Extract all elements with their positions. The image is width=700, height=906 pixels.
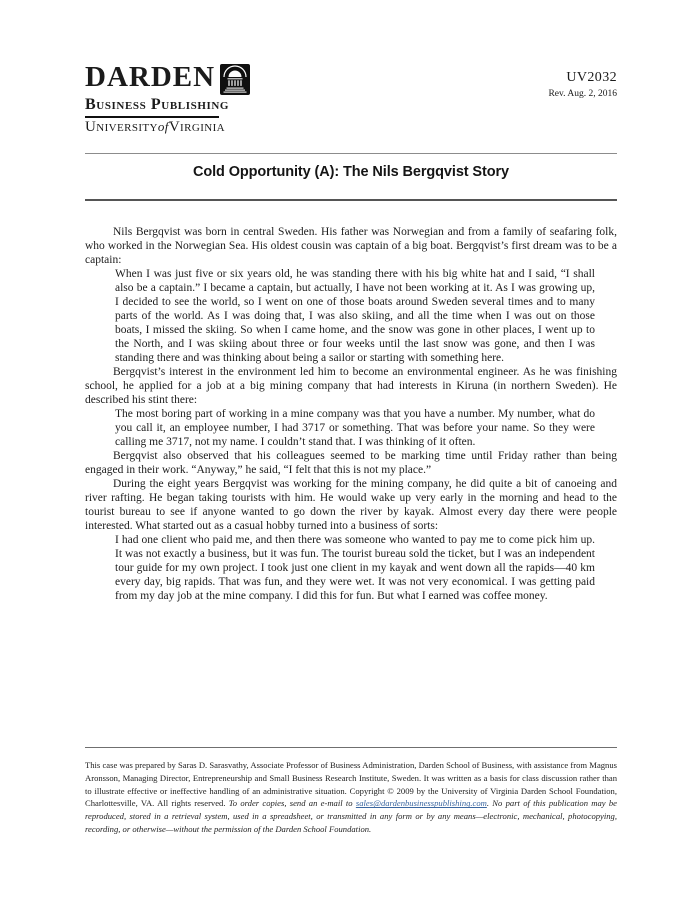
page-footer	[85, 759, 617, 836]
logo-university-word: University	[85, 119, 158, 135]
footer-order-note: To order copies, send an e-mail to	[228, 798, 356, 809]
title-divider-top	[85, 153, 617, 154]
page-header	[85, 61, 617, 135]
title-divider-bottom	[85, 199, 617, 201]
case-paragraph: During the eight years Bergqvist was working for the mining company, he did quite a bit of canoeing and river rafting. He began taking tourists with him. He would wake up very early in the morning and head to the tourist bureau to see if anyone wanted to go down the river by kayak. Almost every day there were people interested. What started out as a casual hobby turned into a business of sorts:	[85, 478, 617, 532]
logo-darden-text: DARDEN	[85, 61, 216, 93]
email-link[interactable]: sales@dardenbusinesspublishing.com	[355, 798, 487, 809]
revision-date: Rev. Aug. 2, 2016	[548, 88, 617, 99]
logo-top-row	[85, 61, 250, 95]
logo-of-word: of	[157, 119, 169, 134]
logo-business-publishing-text: Business Publishing	[85, 96, 230, 113]
footer-attribution-text: This case was prepared by Saras D. Sarasvathy, Associate Professor of Business Administration, Darden School of Business, with assistance from Magnus Aronsson, Managing Director, Entrepreneurship and Small Business Research Institute, Sweden. It was written as a basis for class discussion rather than to illustrate effective or ineffective handling of an administrative situation. Copyright © 2009 by the University of Virginia Darden School Foundation, Charlottesville, VA. All rights reserved.	[85, 760, 617, 809]
case-blockquote: When I was just five or six years old, he was standing there with his big white hat and I said, “I shall also be a captain.” I became a captain, but actually, I have not been working at it. As I was growing up, I decided to see the world, so I went on one of those boats around Sweden several times and to many parts of the world. As I was doing that, I was also skiing, and all the time when I was out on those boats, I missed the skiing. So when I came home, and the snow was gone in other places, I went up to the North, and I was skiing about three or four weeks until the last snow was gone, and then I was standing there and was thinking about being a sailor or starting with something here.	[115, 268, 595, 364]
case-paragraph: Bergqvist’s interest in the environment led him to become an environmental engineer. As he was finishing school, he applied for a job at a big mining company that had interests in Kiruna (in northern Sweden). He described his stint there:	[85, 366, 617, 406]
logo-divider	[85, 116, 219, 118]
footer-divider	[85, 747, 617, 748]
case-blockquote: The most boring part of working in a mine company was that you have a number. My number, what do you call it, an employee number, I had 3717 or something. That was before your name. So they were calling me 3717, not my name. I couldn’t stand that. I was thinking of it often.	[115, 408, 595, 448]
logo-virginia-word: Virginia	[168, 119, 226, 135]
document-meta	[548, 64, 617, 100]
case-blockquote: I had one client who paid me, and then there was someone who wanted to pay me to come pick him up. It was not exactly a business, but it was fun. The tourist bureau sold the ticket, but I was an independent tour guide for my own project. I took just one client in my kayak and went down all the rapids—40 km every day, big rapids. That was fun, and they were wet. It was not very economical. I was getting paid from my day job at the mine company. I did this for fun. But what I earned was coffee money.	[115, 534, 595, 602]
case-paragraph: Bergqvist also observed that his colleagues seemed to be marking time until Friday rather than being engaged in their work. “Anyway,” he said, “I felt that this is not my place.”	[85, 450, 617, 476]
case-paragraph: Nils Bergqvist was born in central Sweden. His father was Norwegian and from a family of seafaring folk, who worked in the Norwegian Sea. His oldest cousin was captain of a big boat. Bergqvist’s first dream was to be a captain:	[85, 226, 617, 266]
case-body	[85, 225, 617, 603]
logo-university-of-virginia-text	[85, 120, 250, 135]
darden-logo	[85, 61, 250, 135]
rotunda-icon	[220, 64, 250, 95]
footer-rights-note: . No part of this publication may be reproduced, stored in a retrieval system, used in a spreadsheet, or transmitted in any form or by any means—electronic, mechanical, photocopying, recording, or otherwise—without the permission of the Darden School Foundation.	[85, 798, 617, 834]
doc-number: UV2032	[566, 70, 617, 85]
page-title: Cold Opportunity (A): The Nils Bergqvist Story	[192, 164, 509, 180]
